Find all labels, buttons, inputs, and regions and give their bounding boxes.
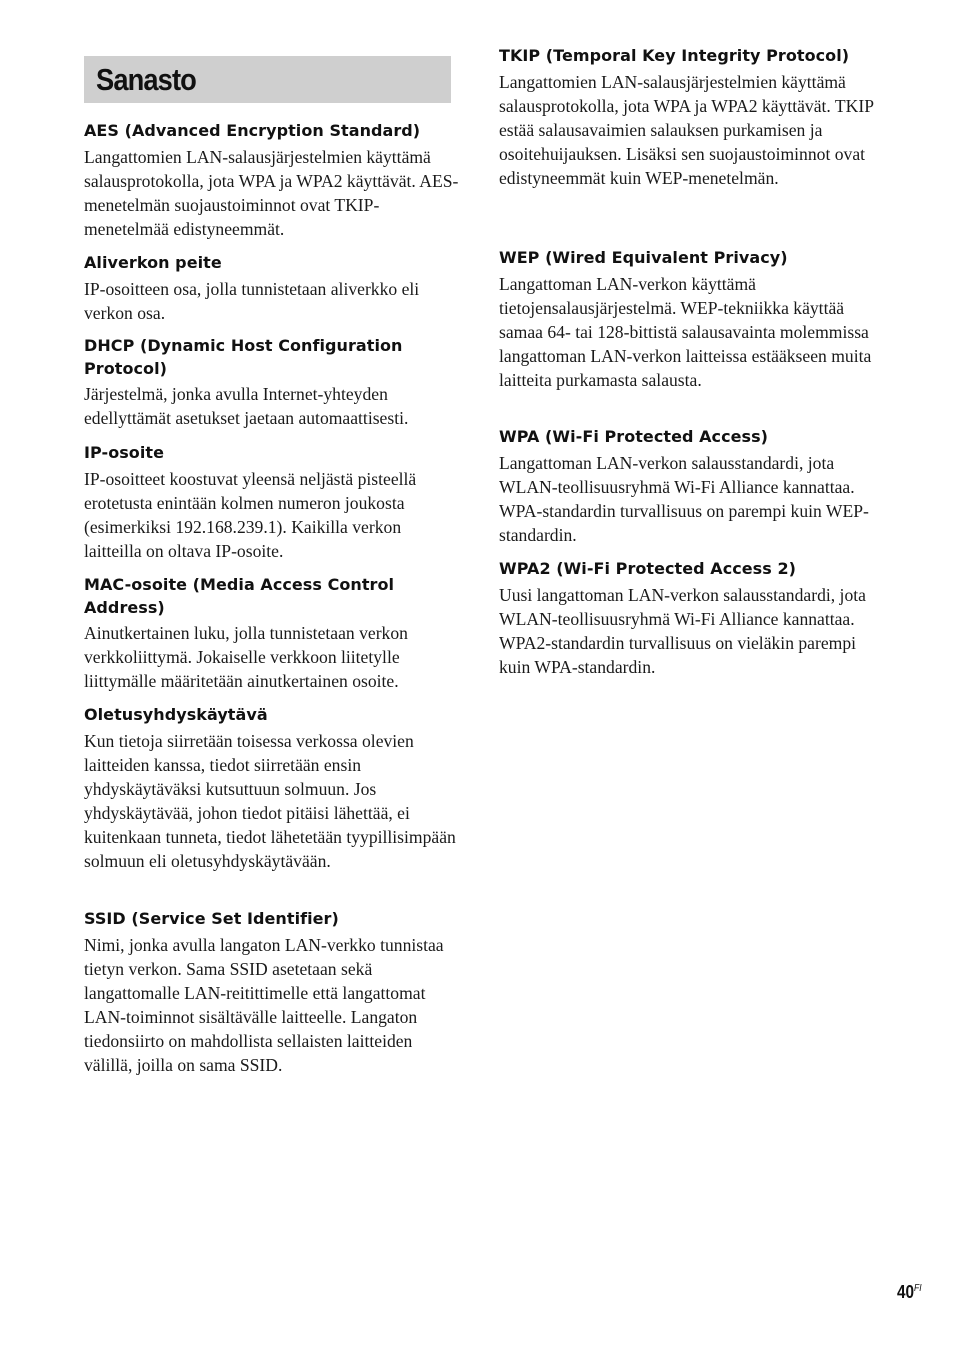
glossary-definition: IP-osoitteet koostuvat yleensä neljästä pisteellä erotetusta enintään kolmen numeron joukosta (esimerkiksi 192.168.239.1). Kaikilla verkon laitteilla on oltava IP-osoite. bbox=[84, 468, 417, 561]
glossary-term: Aliverkon peite bbox=[84, 253, 222, 272]
glossary-term: AES (Advanced Encryption Standard) bbox=[84, 121, 421, 140]
glossary-term: Oletusyhdyskäytävä bbox=[84, 705, 268, 724]
glossary-term: SSID (Service Set Identifier) bbox=[84, 909, 339, 928]
glossary-definition: Langattoman LAN-verkon salausstandardi, jota WLAN-teollisuusryhmä Wi-Fi Alliance kannattaa. WPA-standardin turvallisuus on parempi kuin WEP-standardin. bbox=[499, 452, 869, 545]
glossary-definition: Langattomien LAN-salausjärjestelmien käyttämä salausprotokolla, jota WPA ja WPA2 käyttävät. TKIP estää salausavaimien salauksen purkamisen ja osoitehuijauksen. Lisäksi sen suojaustoiminnot ovat edistyneemmät kuin WEP-menetelmän. bbox=[499, 71, 874, 188]
glossary-definition: Langattoman LAN-verkon käyttämä tietojensalausjärjestelmä. WEP-tekniikka käyttää samaa 64- tai 128-bittistä salausavainta molemmissa langattoman LAN-verkon laitteissa estääkseen muita laitteita purkamasta salausta. bbox=[499, 273, 872, 390]
page-title: Sanasto bbox=[96, 62, 196, 97]
glossary-definition: IP-osoitteen osa, jolla tunnistetaan aliverkko eli verkon osa. bbox=[84, 278, 420, 323]
glossary-term: WPA (Wi-Fi Protected Access) bbox=[499, 427, 769, 446]
glossary-term: IP-osoite bbox=[84, 443, 164, 462]
glossary-term: MAC-osoite (Media Access Control Address) bbox=[84, 575, 395, 617]
glossary-definition: Järjestelmä, jonka avulla Internet-yhteyden edellyttämät asetukset jaetaan automaattisesti. bbox=[84, 384, 409, 428]
glossary-entry-wpa bbox=[499, 426, 874, 547]
glossary-definition: Kun tietoja siirretään toisessa verkossa olevien laitteiden kanssa, tiedot siirretään ensin yhdyskäytäväksi kutsuttuun solmuun. Jos yhdyskäytävää, johon tiedot pitäisi lähettää, ei kuitenkaan tunneta, tiedot lähetetään tyypillisimpään solmuun eli oletusyhdyskäytävään. bbox=[84, 730, 456, 871]
glossary-entry-dhcp bbox=[84, 335, 459, 430]
glossary-entry-wpa2 bbox=[499, 558, 874, 679]
glossary-definition: Uusi langattoman LAN-verkon salausstandardi, jota WLAN-teollisuusryhmä Wi-Fi Alliance kannattaa. WPA2-standardin turvallisuus on vieläkin parempi kuin WPA-standardin. bbox=[499, 584, 866, 677]
glossary-definition: Langattomien LAN-salausjärjestelmien käyttämä salausprotokolla, jota WPA ja WPA2 käyttävät. AES-menetelmän suojaustoiminnot ovat TKIP-menetelmää edistyneemmät. bbox=[84, 146, 459, 239]
glossary-entry-oletusyhdyskaytava bbox=[84, 704, 459, 873]
glossary-entry-aes bbox=[84, 120, 459, 241]
glossary-entry-aliverkon-peite bbox=[84, 252, 459, 325]
section-title-box bbox=[84, 56, 451, 103]
glossary-entry-wep bbox=[499, 247, 874, 392]
page-number-value: 40 bbox=[897, 1282, 915, 1302]
glossary-definition: Nimi, jonka avulla langaton LAN-verkko tunnistaa tietyn verkon. Sama SSID asetetaan sekä langattomalle LAN-reitittimelle että langattomat LAN-toiminnot sisältävälle laitteelle. Langaton tiedonsiirto on mahdollista sellaisten laitteiden välillä, joilla on sama SSID. bbox=[84, 934, 444, 1075]
page-number bbox=[897, 1282, 922, 1303]
glossary-entry-ssid bbox=[84, 908, 459, 1077]
glossary-term: WPA2 (Wi-Fi Protected Access 2) bbox=[499, 559, 796, 578]
glossary-term: TKIP (Temporal Key Integrity Protocol) bbox=[499, 46, 850, 65]
glossary-entry-mac-osoite bbox=[84, 574, 459, 693]
glossary-entry-ip-osoite bbox=[84, 442, 459, 563]
glossary-entry-tkip bbox=[499, 45, 874, 190]
glossary-term: WEP (Wired Equivalent Privacy) bbox=[499, 248, 788, 267]
page-language-suffix: FI bbox=[914, 1283, 922, 1294]
glossary-definition: Ainutkertainen luku, jolla tunnistetaan verkon verkkoliittymä. Jokaiselle verkkoon liitetylle liittymälle määritetään ainutkertainen osoite. bbox=[84, 623, 408, 691]
glossary-term: DHCP (Dynamic Host Configuration Protocol) bbox=[84, 336, 403, 378]
